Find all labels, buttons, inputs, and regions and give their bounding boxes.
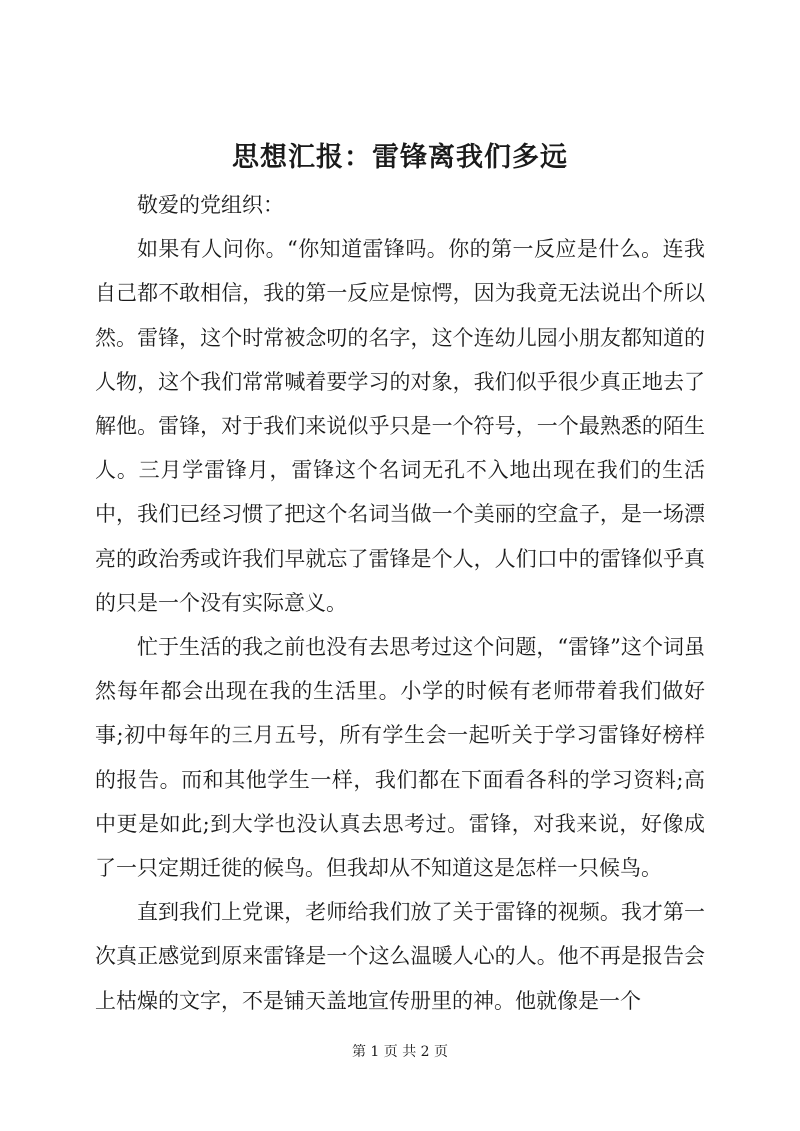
salutation: 敬爱的党组织： — [137, 193, 284, 217]
paragraph-1: 如果有人问你。“你知道雷锋吗。你的第一反应是什么。连我自己都不敢相信，我的第一反应是惊愕，因为我竟无法说出个所以然。雷锋，这个时常被念叨的名字，这个连幼儿园小朋友都知道的人物，这个我们常常喊着要学习的对象，我们似乎很少真正地去了解他。雷锋，对于我们来说似乎只是一个符号，一个最熟悉的陌生人。三月学雷锋月，雷锋这个名词无孔不入地出现在我们的生活中，我们已经习惯了把这个名词当做一个美丽的空盒子，是一场漂亮的政治秀或许我们早就忘了雷锋是个人，人们口中的雷锋似乎真的只是一个没有实际意义。 — [95, 237, 705, 615]
paragraph-3: 直到我们上党课，老师给我们放了关于雷锋的视频。我才第一次真正感觉到原来雷锋是一个这么温暖人心的人。他不再是报告会上枯燥的文字，不是铺天盖地宣传册里的神。他就像是一个 — [95, 900, 705, 1013]
page-number-footer: 第 1 页 共 2 页 — [351, 1044, 449, 1060]
document-title: 思想汇报：雷锋离我们多远 — [232, 142, 568, 173]
document-body — [95, 183, 705, 1023]
paragraph-2: 忙于生活的我之前也没有去思考过这个问题，“雷锋”这个词虽然每年都会出现在我的生活里。小学的时候有老师带着我们做好事;初中每年的三月五号，所有学生会一起听关于学习雷锋好榜样的报告。而和其他学生一样，我们都在下面看各科的学习资料;高中更是如此;到大学也没认真去思考过。雷锋，对我来说，好像成了一只定期迁徙的候鸟。但我却从不知道这是怎样一只候鸟。 — [95, 635, 705, 881]
